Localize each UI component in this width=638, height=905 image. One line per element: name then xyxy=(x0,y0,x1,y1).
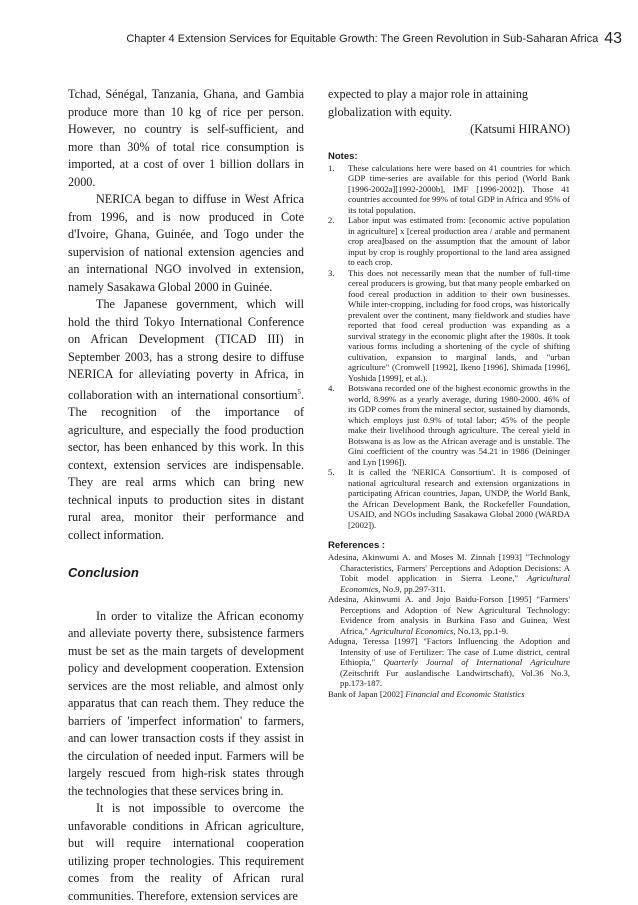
note-number: 2. xyxy=(328,215,335,225)
paragraph: NERICA began to diffuse in West Africa from 1996, and is now produced in Cote d'Ivoire, Ghana, Guinée, and Togo under the supervision of national extension agencies and an international NGO involved in extension, namely Sasakawa Global 2000 in Guinée. xyxy=(68,192,304,294)
ref-text: Adesina, Akinwumi A. and Moses M. Zinnah [1993] "Technology Characteristics, Farmers' Perceptions and Adoption Decisions: A Tobit model application in Sierra Leone," xyxy=(328,552,570,583)
note-item xyxy=(328,383,570,467)
paragraph: In order to vitalize the African economy and alleviate poverty there, subsistence farmers must be set as the main targets of development policy and development cooperation. Extension services are the most reliable, and almost only apparatus that can reach them. They reduce the barriers of 'imperfect information' to farmers, and can lower transaction costs if they assist in the circulation of needed input. Farmers will be largely rescued from high-risk states through the technologies that these services bring in. xyxy=(68,608,304,798)
page-number: 43 xyxy=(604,30,622,47)
right-column xyxy=(328,86,570,699)
references-section xyxy=(328,540,570,699)
note-number: 4. xyxy=(328,383,335,393)
note-text: Labor input was estimated from: [economic active population in agriculture] x [cereal production area / arable and permanent crop area]based on the assumption that the amount of labor input by crop is roughly proportional to the land area assigned to each crop. xyxy=(348,215,570,267)
ref-journal: Agricultural Economics, xyxy=(370,625,456,636)
reference-item xyxy=(328,594,570,636)
paragraph-continuation: expected to play a major role in attaining globalization with equity. xyxy=(328,87,529,119)
text-run: The Japanese government, which will hold the third Tokyo International Conference on African Development (TICAD III) in September 2003, has a strong desire to diffuse NERICA for alleviating poverty in Africa, in collaboration with an international consortium xyxy=(68,297,304,402)
note-number: 3. xyxy=(328,267,335,278)
author-signature: (Katsumi HIRANO) xyxy=(470,122,570,136)
note-text: These calculations here were based on 41 countries for which GDP time-series are available for this period (World Bank [1996-2002a][1992-2000b], IMF [1996-2002]). Those 41 countries accounted for 99% of total GDP in Africa and 95% of its total population. xyxy=(348,162,570,215)
ref-text: (Zeitschrift Fur auslandische Landwirtschaft), Vol.36 No.3, pp.173-187. xyxy=(340,667,570,688)
running-title: Chapter 4 Extension Services for Equitable Growth: The Green Revolution in Sub-Saharan Africa xyxy=(126,33,599,45)
reference-item xyxy=(328,552,570,594)
ref-text: Adugna, Teressa [1997] "Factors Influencing the Adoption and Intensity of use of Fertilizer: The case of Lume district, central Ethiopia," xyxy=(328,636,570,667)
paragraph xyxy=(68,296,304,544)
reference-item xyxy=(328,636,570,689)
ref-text: Adesina, Akinwumi A. and Jojo Baidu-Forson [1995] "Farmers' Perceptions and Adoption of New Agricultural Technology: Evidence from analysis in Burkina Faso and Guinea, West Africa," xyxy=(328,594,570,636)
note-item xyxy=(328,215,570,268)
note-item xyxy=(328,163,570,216)
note-item xyxy=(328,268,570,384)
ref-text: Bank of Japan [2002] xyxy=(328,688,406,699)
ref-journal: Quarterly Journal of International Agriculture xyxy=(383,657,571,667)
notes-list xyxy=(328,163,570,531)
paragraph: Tchad, Sénégal, Tanzania, Ghana, and Gambia produce more than 10 kg of rice per person. However, no country is self-sufficient, and more than 30% of total rice consumption is imported, at a cost of over 1 billion dollars in 2000. xyxy=(68,87,304,189)
paragraph: It is not impossible to overcome the unfavorable conditions in African agriculture, but will require international cooperation utilizing proper technologies. This requirement comes from the reality of African rural communities. Therefore, extension services are xyxy=(68,801,304,903)
note-text: Botswana recorded one of the highest economic growths in the world, 8.99% as a yearly average, during 1980-2000. 46% of its GDP comes from the mineral sector, sustained by diamonds, which employs just 0.9% of total labor; 45% of the people make their livelihood through agriculture. The cereal yield in Botswana is as low as the African average and is unstable. The Gini coefficient of the country was 54.21 in 1986 (Deininger and Lyn [1996]). xyxy=(348,383,570,467)
note-number: 5. xyxy=(328,467,335,477)
conclusion-heading: Conclusion xyxy=(68,565,139,581)
running-header xyxy=(0,30,622,48)
note-number: 1. xyxy=(328,162,335,173)
references-heading: References : xyxy=(328,540,386,551)
note-item xyxy=(328,467,570,530)
ref-text: No.13, pp.1-9. xyxy=(455,625,509,636)
ref-journal: Financial and Economic Statistics xyxy=(405,688,525,699)
notes-heading: Notes: xyxy=(328,150,358,162)
note-text: It is called the 'NERICA Consortium'. It is composed of national agricultural research and extension organizations in participating African countries, Japan, UNDP, the World Bank, the African Development Bank, the Rockefeller Foundation, USAID, and NGOs including Sasakawa Global 2000 (WARDA [2002]). xyxy=(348,467,570,530)
footnote-ref-5[interactable]: 5 xyxy=(297,387,301,396)
ref-journal: Agricultural Economics, xyxy=(340,573,570,594)
note-text: This does not necessarily mean that the number of full-time cereal producers is growing, but that many people embarked on food cereal production in addition to their own businesses. While inter-cropping, including for food crops, was historically prevalent over the continent, many fieldwork and studies have reported that food cereal production was expanding as a survival strategy in the economic plight after the 1980s. It took various forms including a shortening of the cycle of shifting cultivation, expansion to marginal lands, and "urban agriculture" (Cromwell [1992], Ikeno [1996], Shimada [1996], Yoshida [1999], et al.). xyxy=(348,267,570,383)
left-column xyxy=(68,86,304,905)
text-run: . The recognition of the importance of agriculture, and especially the food production sector, has been enhanced by this work. In this context, extension services are indispensable. They are real arms which can bring new technical inputs to production sites in distant rural area, monitor their performance and collect information. xyxy=(68,387,304,542)
ref-text: No.9, pp.297-311. xyxy=(380,583,446,594)
reference-item xyxy=(328,689,570,700)
